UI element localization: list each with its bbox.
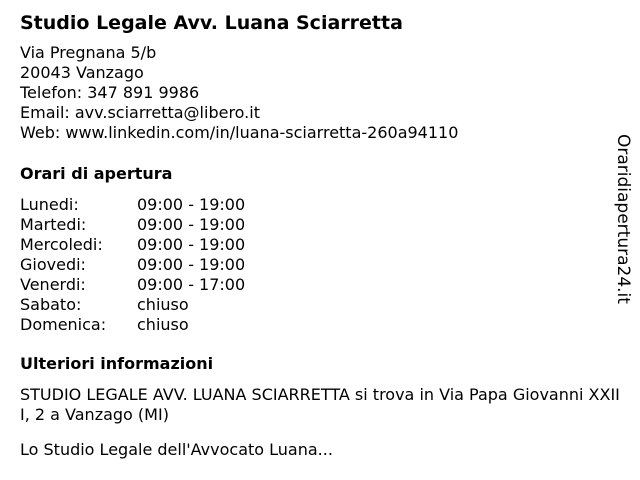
description-teaser: Lo Studio Legale dell'Avvocato Luana... [20,440,333,459]
web-line: Web: www.linkedin.com/in/luana-sciarretta-260a94110 [20,123,459,142]
address-street: Via Pregnana 5/b [20,43,157,62]
day-label: Domenica: [20,315,107,334]
hours-row-wednesday [20,235,245,255]
time-value: 09:00 - 19:00 [137,215,246,234]
day-label: Martedi: [20,215,87,234]
address-city: 20043 Vanzago [20,63,144,82]
contact-block [20,43,458,143]
further-info-text: STUDIO LEGALE AVV. LUANA SCIARRETTA si trova in Via Papa Giovanni XXIII, 2 a Vanzago (MI) [20,385,620,424]
time-value: chiuso [137,315,189,334]
phone-line: Telefon: 347 891 9986 [20,83,200,102]
site-watermark: Oraridiapertura24.it [613,134,633,304]
opening-hours-table [20,195,245,335]
hours-row-sunday [20,315,245,335]
hours-row-monday [20,195,245,215]
time-value: 09:00 - 17:00 [137,275,246,294]
hours-row-friday [20,275,245,295]
time-value: chiuso [137,295,189,314]
day-label: Giovedi: [20,255,86,274]
day-label: Lunedi: [20,195,79,214]
hours-row-tuesday [20,215,245,235]
email-line: Email: avv.sciarretta@libero.it [20,103,260,122]
hours-row-saturday [20,295,245,315]
business-title: Studio Legale Avv. Luana Sciarretta [20,12,403,34]
time-value: 09:00 - 19:00 [137,255,246,274]
hours-row-thursday [20,255,245,275]
day-label: Venerdi: [20,275,86,294]
time-value: 09:00 - 19:00 [137,235,246,254]
time-value: 09:00 - 19:00 [137,195,246,214]
opening-hours-heading: Orari di apertura [20,164,173,183]
day-label: Sabato: [20,295,82,314]
day-label: Mercoledi: [20,235,103,254]
further-info-heading: Ulteriori informazioni [20,354,214,373]
